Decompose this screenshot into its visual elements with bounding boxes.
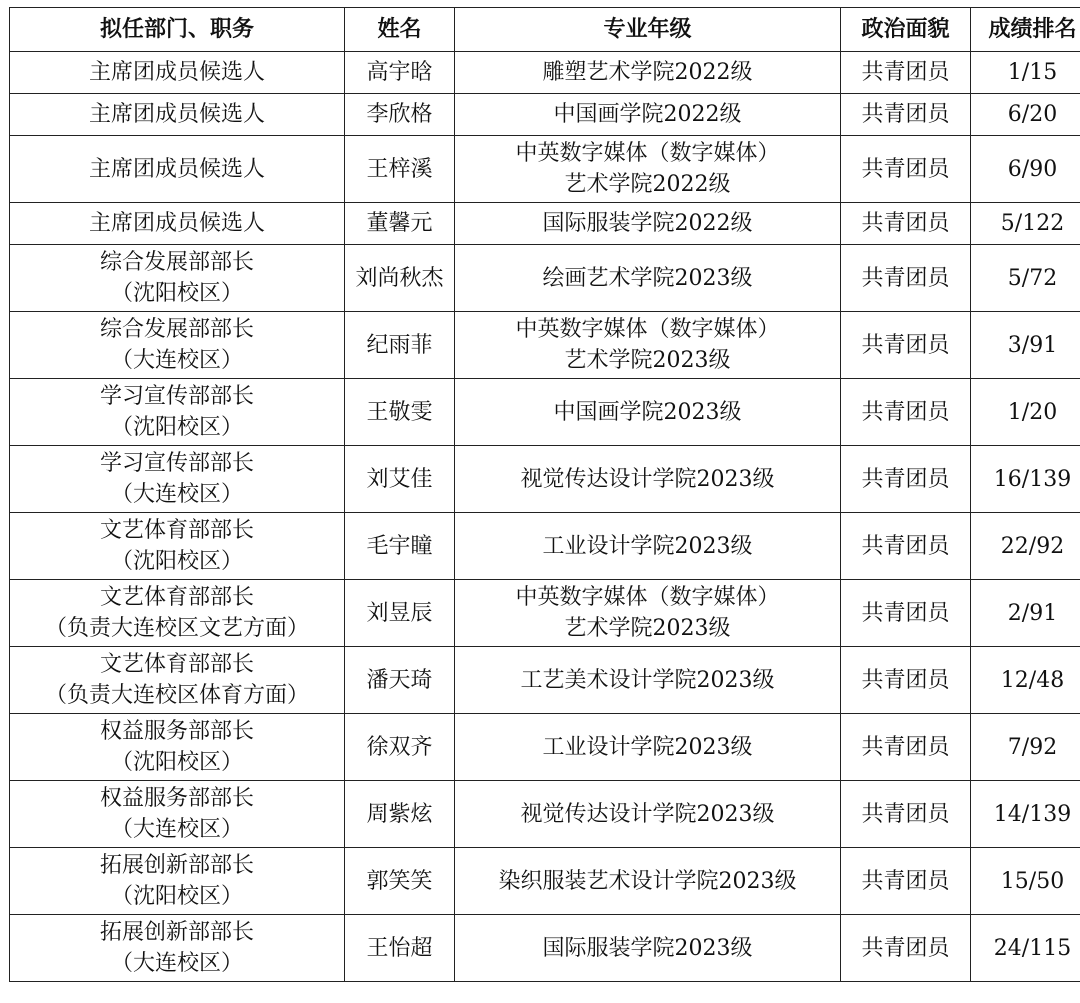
cell-name: 王梓溪 xyxy=(345,136,455,203)
cell-name: 毛宇瞳 xyxy=(345,513,455,580)
cell-major xyxy=(455,647,841,714)
table-row xyxy=(10,446,1080,513)
table-row xyxy=(10,714,1080,781)
header-rank: 成绩排名 xyxy=(971,8,1080,52)
cell-name: 刘尚秋杰 xyxy=(345,245,455,312)
cell-dept-line: （大连校区） xyxy=(110,817,243,842)
cell-dept xyxy=(10,379,345,446)
header-dept: 拟任部门、职务 xyxy=(10,8,345,52)
cell-major-line: 中英数字媒体（数字媒体） xyxy=(515,317,780,342)
cell-major xyxy=(455,446,841,513)
table-row xyxy=(10,580,1080,647)
cell-dept-line: 综合发展部部长 xyxy=(99,317,254,342)
cell-dept-line: 拓展创新部部长 xyxy=(99,920,254,945)
cell-major xyxy=(455,312,841,379)
table-row xyxy=(10,379,1080,446)
table-row xyxy=(10,245,1080,312)
cell-name: 刘昱辰 xyxy=(345,580,455,647)
table-row xyxy=(10,52,1080,94)
cell-dept-line: （大连校区） xyxy=(110,951,243,976)
table-row xyxy=(10,203,1080,245)
cell-political: 共青团员 xyxy=(841,513,971,580)
cell-political: 共青团员 xyxy=(841,781,971,848)
cell-dept-line: 权益服务部部长 xyxy=(99,786,254,811)
cell-dept xyxy=(10,94,345,136)
cell-political: 共青团员 xyxy=(841,312,971,379)
cell-major-line: 雕塑艺术学院2022级 xyxy=(542,60,753,85)
cell-major xyxy=(455,848,841,915)
cell-rank: 1/20 xyxy=(971,379,1080,446)
cell-dept-line: （沈阳校区） xyxy=(110,884,243,909)
table-row xyxy=(10,312,1080,379)
cell-political: 共青团员 xyxy=(841,580,971,647)
cell-dept-line: （沈阳校区） xyxy=(110,549,243,574)
cell-dept xyxy=(10,52,345,94)
cell-major xyxy=(455,245,841,312)
cell-major-line: 中英数字媒体（数字媒体） xyxy=(515,141,780,166)
header-political: 政治面貌 xyxy=(841,8,971,52)
cell-rank: 5/122 xyxy=(971,203,1080,245)
header-major: 专业年级 xyxy=(455,8,841,52)
cell-dept xyxy=(10,781,345,848)
cell-political: 共青团员 xyxy=(841,94,971,136)
cell-name: 周紫炫 xyxy=(345,781,455,848)
cell-political: 共青团员 xyxy=(841,52,971,94)
cell-dept xyxy=(10,915,345,982)
cell-rank: 3/91 xyxy=(971,312,1080,379)
cell-rank: 12/48 xyxy=(971,647,1080,714)
cell-rank: 5/72 xyxy=(971,245,1080,312)
cell-major-line: 艺术学院2022级 xyxy=(564,172,731,197)
cell-major-line: 中国画学院2022级 xyxy=(553,102,742,127)
cell-rank: 7/92 xyxy=(971,714,1080,781)
cell-dept xyxy=(10,245,345,312)
cell-dept xyxy=(10,580,345,647)
cell-dept-line: （负责大连校区体育方面） xyxy=(44,683,309,708)
table-body xyxy=(10,52,1080,982)
table-row xyxy=(10,513,1080,580)
cell-dept-line: 综合发展部部长 xyxy=(99,250,254,275)
cell-rank: 1/15 xyxy=(971,52,1080,94)
cell-dept-line: 主席团成员候选人 xyxy=(88,156,265,182)
cell-major xyxy=(455,580,841,647)
cell-dept-line: 文艺体育部部长 xyxy=(99,585,254,610)
cell-major-line: 艺术学院2023级 xyxy=(564,348,731,373)
cell-political: 共青团员 xyxy=(841,245,971,312)
cell-major xyxy=(455,714,841,781)
cell-rank: 14/139 xyxy=(971,781,1080,848)
cell-dept-line: 文艺体育部部长 xyxy=(99,652,254,677)
cell-dept-line: 拓展创新部部长 xyxy=(99,853,254,878)
cell-major xyxy=(455,203,841,245)
table-header-row xyxy=(10,8,1080,52)
cell-major-line: 国际服装学院2022级 xyxy=(542,211,753,236)
cell-name: 王敬雯 xyxy=(345,379,455,446)
cell-rank: 6/20 xyxy=(971,94,1080,136)
cell-major xyxy=(455,915,841,982)
cell-rank: 15/50 xyxy=(971,848,1080,915)
cell-major-line: 中英数字媒体（数字媒体） xyxy=(515,585,780,610)
cell-political: 共青团员 xyxy=(841,647,971,714)
cell-major xyxy=(455,94,841,136)
cell-name: 刘艾佳 xyxy=(345,446,455,513)
cell-dept xyxy=(10,136,345,203)
cell-political: 共青团员 xyxy=(841,136,971,203)
cell-dept-line: （沈阳校区） xyxy=(110,281,243,306)
cell-major xyxy=(455,379,841,446)
cell-dept-line: 学习宣传部部长 xyxy=(99,451,254,476)
cell-rank: 6/90 xyxy=(971,136,1080,203)
cell-dept xyxy=(10,647,345,714)
cell-dept xyxy=(10,203,345,245)
cell-name: 董馨元 xyxy=(345,203,455,245)
cell-major-line: 工艺美术设计学院2023级 xyxy=(520,667,775,693)
table-row xyxy=(10,848,1080,915)
cell-major-line: 视觉传达设计学院2023级 xyxy=(520,801,775,827)
cell-political: 共青团员 xyxy=(841,714,971,781)
cell-major-line: 绘画艺术学院2023级 xyxy=(542,265,753,291)
cell-dept-line: 主席团成员候选人 xyxy=(88,211,265,236)
cell-dept xyxy=(10,312,345,379)
table-row xyxy=(10,94,1080,136)
cell-dept-line: 学习宣传部部长 xyxy=(99,384,254,409)
cell-rank: 16/139 xyxy=(971,446,1080,513)
cell-political: 共青团员 xyxy=(841,848,971,915)
cell-major-line: 艺术学院2023级 xyxy=(564,616,731,641)
cell-dept-line: （沈阳校区） xyxy=(110,415,243,440)
cell-political: 共青团员 xyxy=(841,203,971,245)
cell-dept-line: 文艺体育部部长 xyxy=(99,518,254,543)
cell-major-line: 中国画学院2023级 xyxy=(553,399,742,425)
cell-dept xyxy=(10,714,345,781)
header-name: 姓名 xyxy=(345,8,455,52)
cell-major xyxy=(455,52,841,94)
candidate-table xyxy=(9,7,1080,982)
cell-political: 共青团员 xyxy=(841,446,971,513)
cell-dept-line: （大连校区） xyxy=(110,482,243,507)
cell-major-line: 视觉传达设计学院2023级 xyxy=(520,466,775,492)
cell-political: 共青团员 xyxy=(841,379,971,446)
cell-rank: 2/91 xyxy=(971,580,1080,647)
cell-dept-line: （负责大连校区文艺方面） xyxy=(44,616,309,641)
cell-name: 徐双齐 xyxy=(345,714,455,781)
cell-name: 潘天琦 xyxy=(345,647,455,714)
cell-major-line: 工业设计学院2023级 xyxy=(542,734,753,760)
cell-rank: 22/92 xyxy=(971,513,1080,580)
cell-name: 王怡超 xyxy=(345,915,455,982)
cell-dept-line: （大连校区） xyxy=(110,348,243,373)
cell-major xyxy=(455,513,841,580)
cell-name: 高宇晗 xyxy=(345,52,455,94)
cell-major-line: 国际服装学院2023级 xyxy=(542,935,753,961)
cell-major-line: 染织服装艺术设计学院2023级 xyxy=(498,868,797,894)
cell-dept-line: 主席团成员候选人 xyxy=(88,60,265,85)
table-row xyxy=(10,136,1080,203)
cell-dept xyxy=(10,446,345,513)
cell-political: 共青团员 xyxy=(841,915,971,982)
cell-major xyxy=(455,136,841,203)
cell-dept-line: 权益服务部部长 xyxy=(99,719,254,744)
cell-dept-line: （沈阳校区） xyxy=(110,750,243,775)
cell-name: 郭笑笑 xyxy=(345,848,455,915)
cell-rank: 24/115 xyxy=(971,915,1080,982)
cell-name: 李欣格 xyxy=(345,94,455,136)
cell-dept-line: 主席团成员候选人 xyxy=(88,102,265,127)
table-row xyxy=(10,647,1080,714)
cell-major xyxy=(455,781,841,848)
cell-name: 纪雨菲 xyxy=(345,312,455,379)
cell-major-line: 工业设计学院2023级 xyxy=(542,533,753,559)
cell-dept xyxy=(10,513,345,580)
table-row xyxy=(10,915,1080,982)
table-row xyxy=(10,781,1080,848)
cell-dept xyxy=(10,848,345,915)
